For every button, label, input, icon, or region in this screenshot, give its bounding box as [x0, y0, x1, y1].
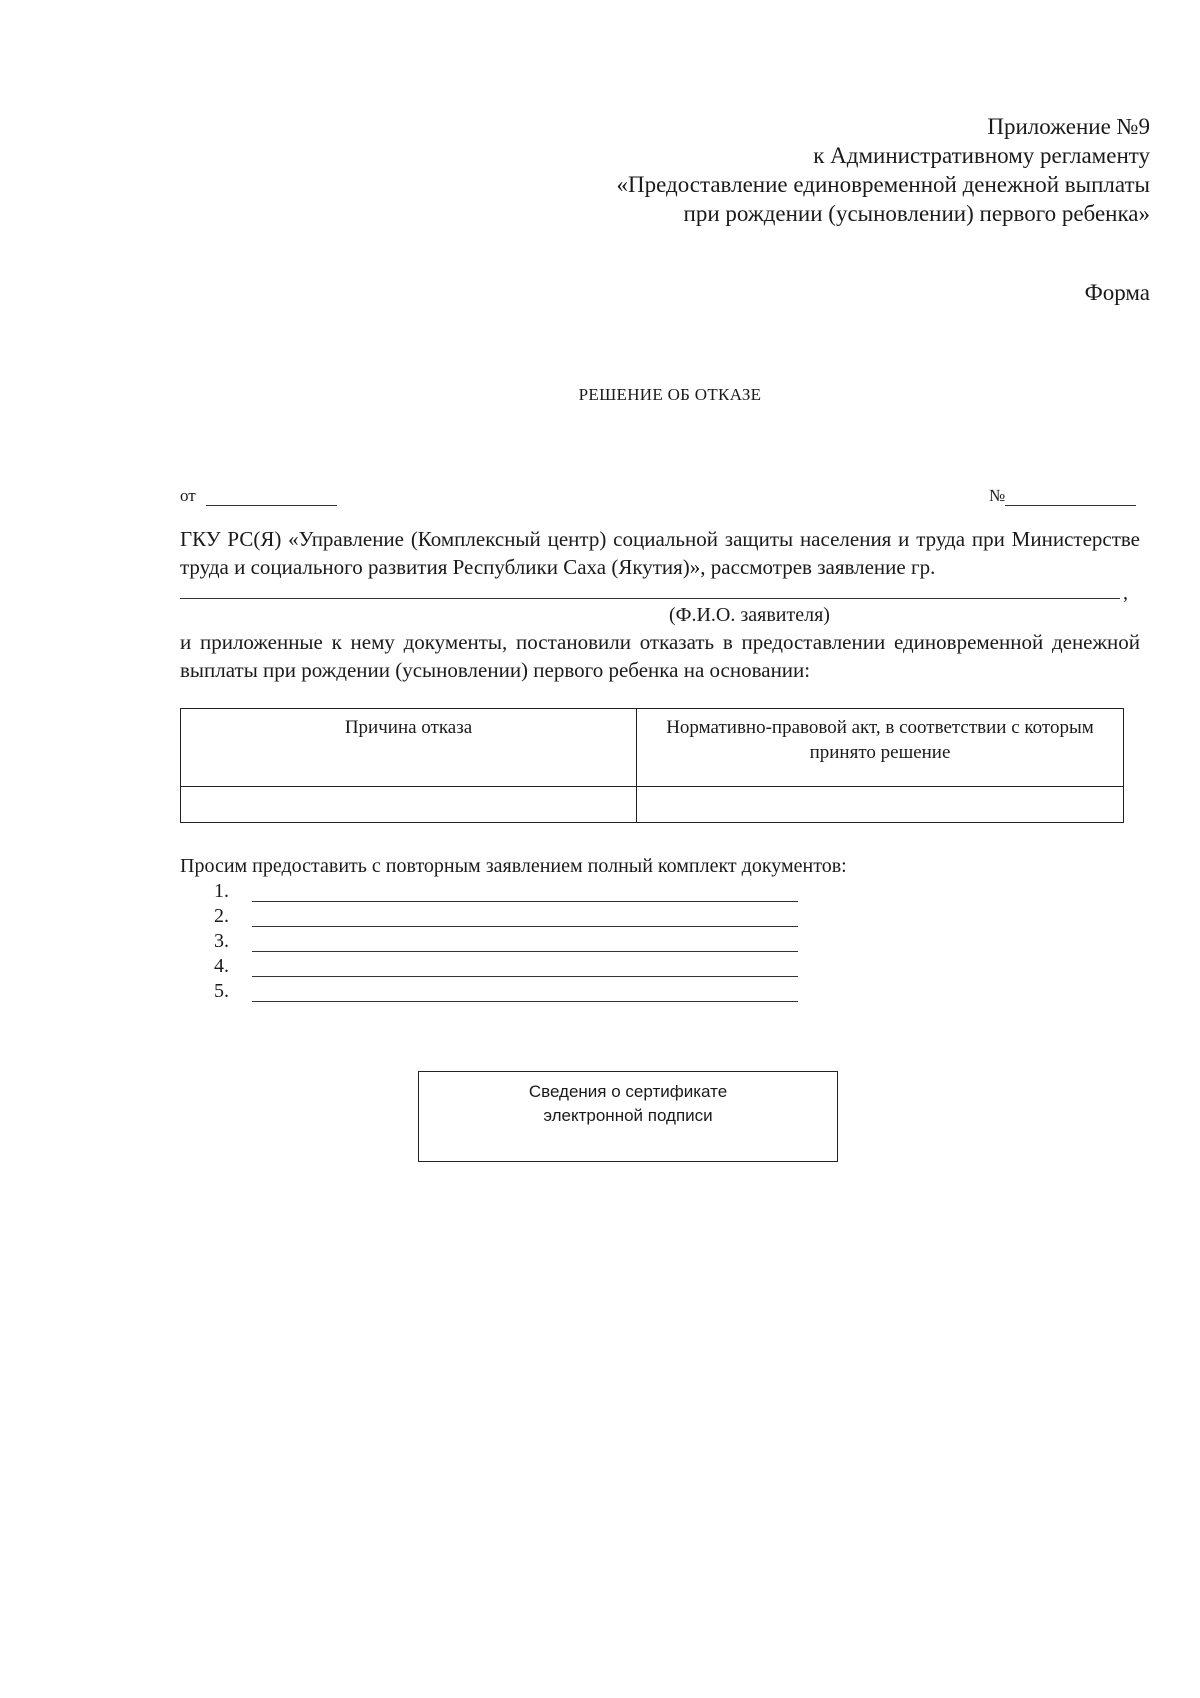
cell-refusal-reason[interactable]	[181, 787, 637, 823]
list-item-blank[interactable]	[252, 976, 798, 977]
applicant-name-comma: ,	[1123, 582, 1128, 604]
intro-paragraph: ГКУ РС(Я) «Управление (Комплексный центр) социальной защиты населения и труда при Министерстве труда и социального развития Республики Саха (Якутия)», рассмотрев заявление гр.	[180, 527, 1140, 579]
list-item-number: 3.	[214, 930, 229, 952]
certificate-label-line2: электронной подписи	[543, 1106, 713, 1125]
regulation-title-line1: «Предоставление единовременной денежной выплаты	[616, 172, 1150, 197]
list-item-blank[interactable]	[252, 926, 798, 927]
number-prefix: №	[989, 486, 1006, 505]
list-item-number: 2.	[214, 905, 229, 927]
documents-request: Просим предоставить с повторным заявлением полный комплект документов:	[180, 855, 847, 877]
list-item-number: 5.	[214, 980, 229, 1002]
document-title: РЕШЕНИЕ ОБ ОТКАЗЕ	[578, 385, 762, 404]
list-item-number: 1.	[214, 880, 229, 902]
date-prefix: от	[180, 486, 196, 505]
header-legal-act: Нормативно-правовой акт, в соответствии с которым принято решение	[637, 709, 1124, 787]
list-item-number: 4.	[214, 955, 229, 977]
signature-certificate-box	[418, 1071, 838, 1162]
table-header-row	[181, 709, 1124, 787]
appendix-header	[617, 112, 1151, 228]
regulation-title-line2: при рождении (усыновлении) первого ребенка»	[683, 201, 1150, 226]
table-row	[181, 787, 1124, 823]
cell-legal-act[interactable]	[637, 787, 1124, 823]
list-item-blank[interactable]	[252, 1001, 798, 1002]
appendix-reference: к Административному регламенту	[813, 143, 1150, 168]
refusal-reasons-table	[180, 708, 1124, 823]
form-label: Форма	[1084, 280, 1150, 305]
applicant-name-blank[interactable]	[180, 598, 1120, 599]
date-field	[180, 486, 337, 506]
number-field	[989, 486, 1136, 506]
appendix-number: Приложение №9	[987, 114, 1150, 139]
header-refusal-reason: Причина отказа	[181, 709, 637, 787]
list-item-blank[interactable]	[252, 951, 798, 952]
date-blank[interactable]	[206, 505, 337, 506]
list-item-blank[interactable]	[252, 901, 798, 902]
certificate-label-line1: Сведения о сертификате	[528, 1082, 728, 1101]
number-blank[interactable]	[1005, 505, 1136, 506]
applicant-name-caption: (Ф.И.О. заявителя)	[669, 604, 830, 626]
decision-paragraph: и приложенные к нему документы, постановили отказать в предоставлении единовременной денежной выплаты при рождении (усыновлении) первого ребенка на основании:	[180, 630, 1140, 682]
